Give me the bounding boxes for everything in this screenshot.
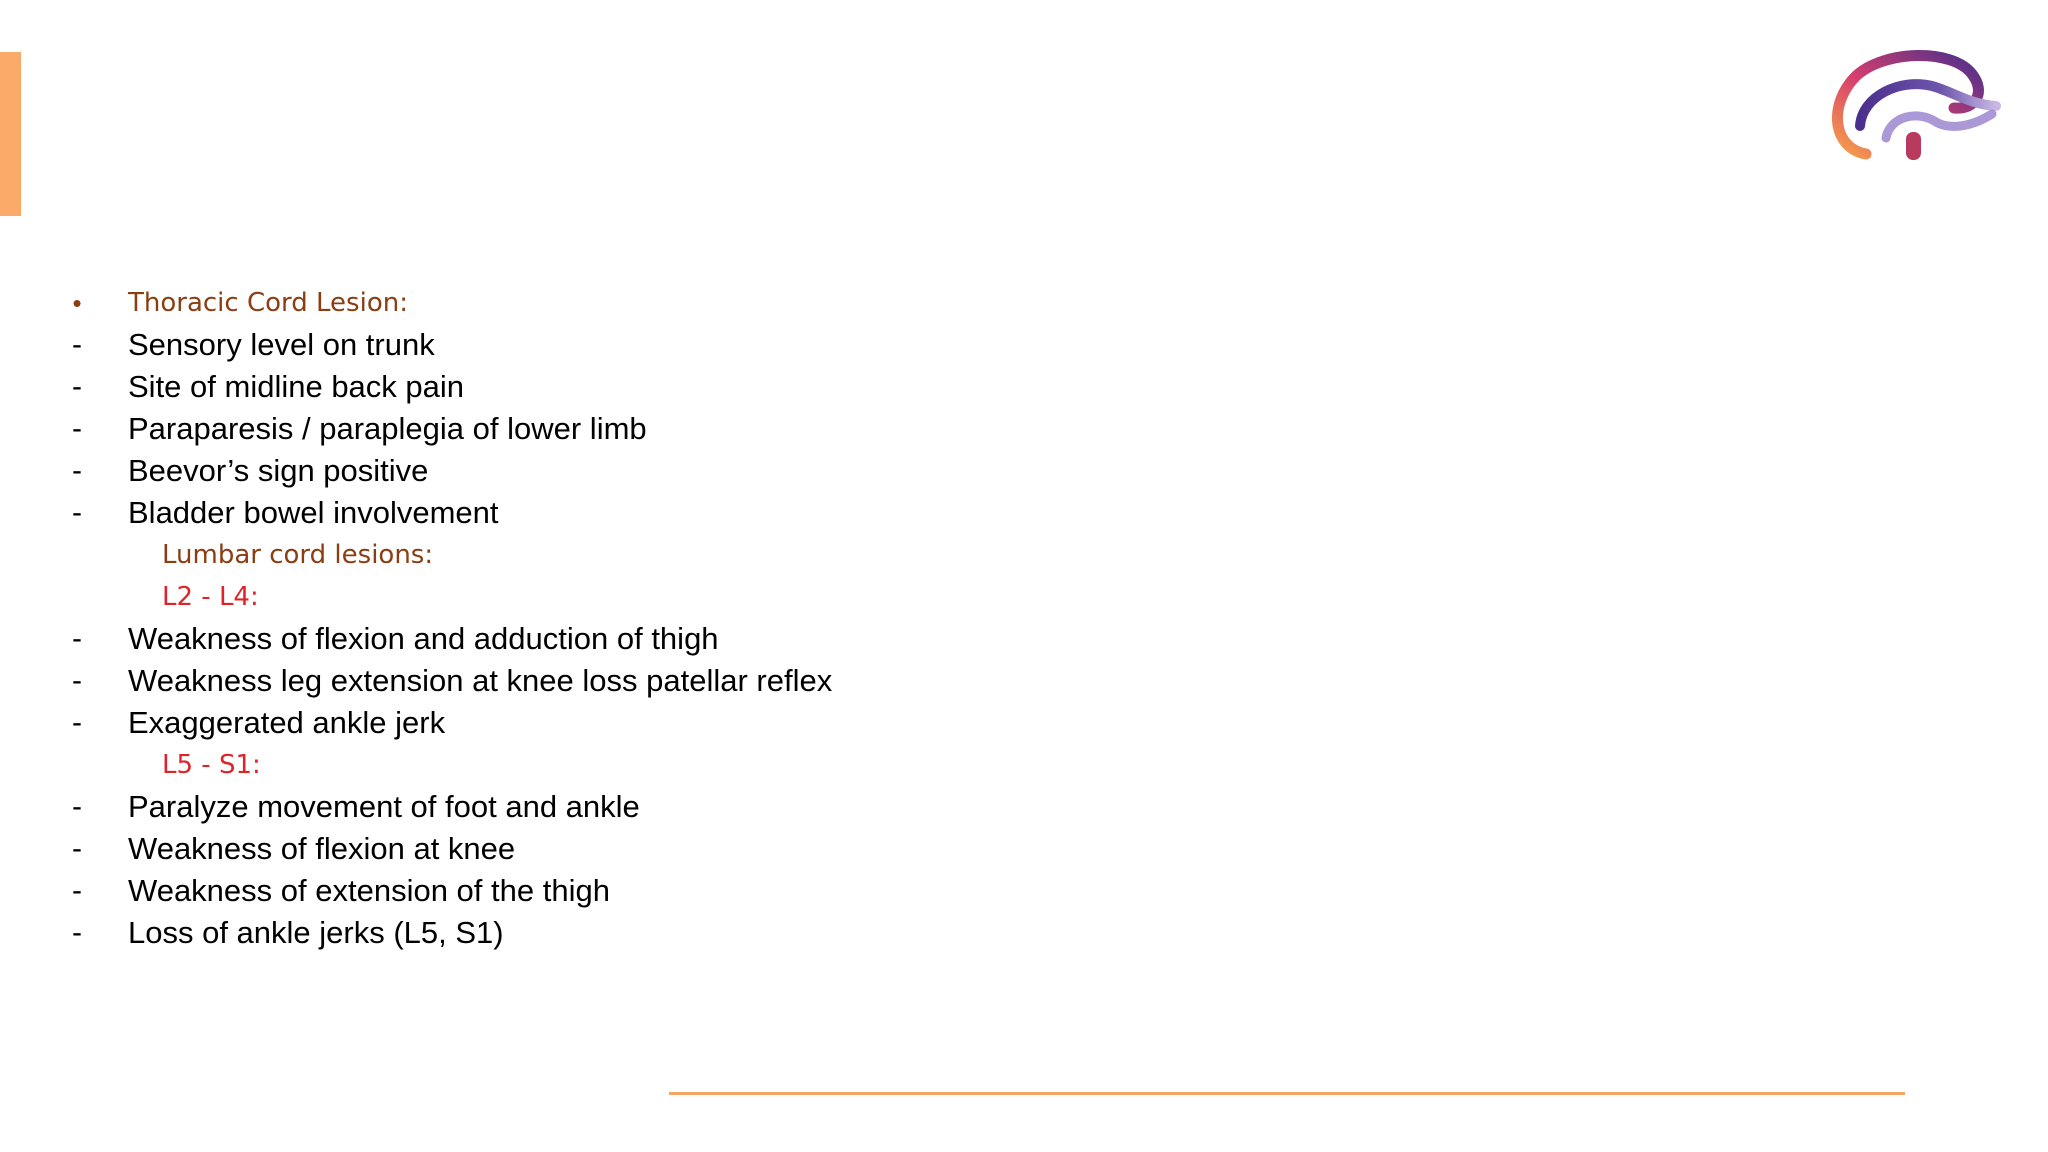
dash-marker: -	[72, 496, 82, 529]
list-item-text: Paraparesis / paraplegia of lower limb	[128, 411, 647, 446]
list-item-text: Weakness leg extension at knee loss patellar reflex	[128, 663, 833, 698]
list-item	[62, 450, 1262, 492]
heading-text: Thoracic Cord Lesion:	[128, 288, 408, 318]
dash-marker: -	[72, 916, 82, 949]
dash-marker: -	[72, 622, 82, 655]
segment-label-text: L2 - L4:	[162, 582, 259, 612]
list-item	[62, 870, 1262, 912]
brain-logo-icon	[1826, 46, 2002, 164]
section-heading-lumbar	[62, 534, 1262, 576]
dash-marker: -	[72, 790, 82, 823]
list-item	[62, 702, 1262, 744]
dash-marker: -	[72, 370, 82, 403]
list-item-text: Bladder bowel involvement	[128, 495, 499, 530]
dash-marker: -	[72, 706, 82, 739]
dash-marker: -	[72, 412, 82, 445]
list-item-text: Weakness of extension of the thigh	[128, 873, 610, 908]
accent-bar	[0, 52, 21, 216]
slide-content	[62, 282, 1262, 954]
footer-divider	[669, 1092, 1905, 1095]
list-item-text: Loss of ankle jerks (L5, S1)	[128, 915, 504, 950]
list-item	[62, 660, 1262, 702]
segment-label-l2-l4	[62, 576, 1262, 618]
list-item	[62, 828, 1262, 870]
dash-marker: -	[72, 832, 82, 865]
dash-marker: -	[72, 454, 82, 487]
subheading-text: Lumbar cord lesions:	[162, 540, 434, 570]
list-item-text: Beevor’s sign positive	[128, 453, 429, 488]
list-item	[62, 324, 1262, 366]
bullet-marker: •	[72, 288, 82, 318]
list-item	[62, 912, 1262, 954]
list-item	[62, 618, 1262, 660]
list-item-text: Exaggerated ankle jerk	[128, 705, 446, 740]
list-item	[62, 408, 1262, 450]
list-item	[62, 492, 1262, 534]
list-item	[62, 366, 1262, 408]
list-item-text: Paralyze movement of foot and ankle	[128, 789, 640, 824]
dash-marker: -	[72, 664, 82, 697]
segment-label-text: L5 - S1:	[162, 750, 261, 780]
segment-label-l5-s1	[62, 744, 1262, 786]
section-heading-thoracic	[62, 282, 1262, 324]
list-item-text: Weakness of flexion and adduction of thigh	[128, 621, 719, 656]
dash-marker: -	[72, 874, 82, 907]
list-item-text: Site of midline back pain	[128, 369, 465, 404]
list-item-text: Weakness of flexion at knee	[128, 831, 516, 866]
dash-marker: -	[72, 328, 82, 361]
list-item	[62, 786, 1262, 828]
list-item-text: Sensory level on trunk	[128, 327, 435, 362]
